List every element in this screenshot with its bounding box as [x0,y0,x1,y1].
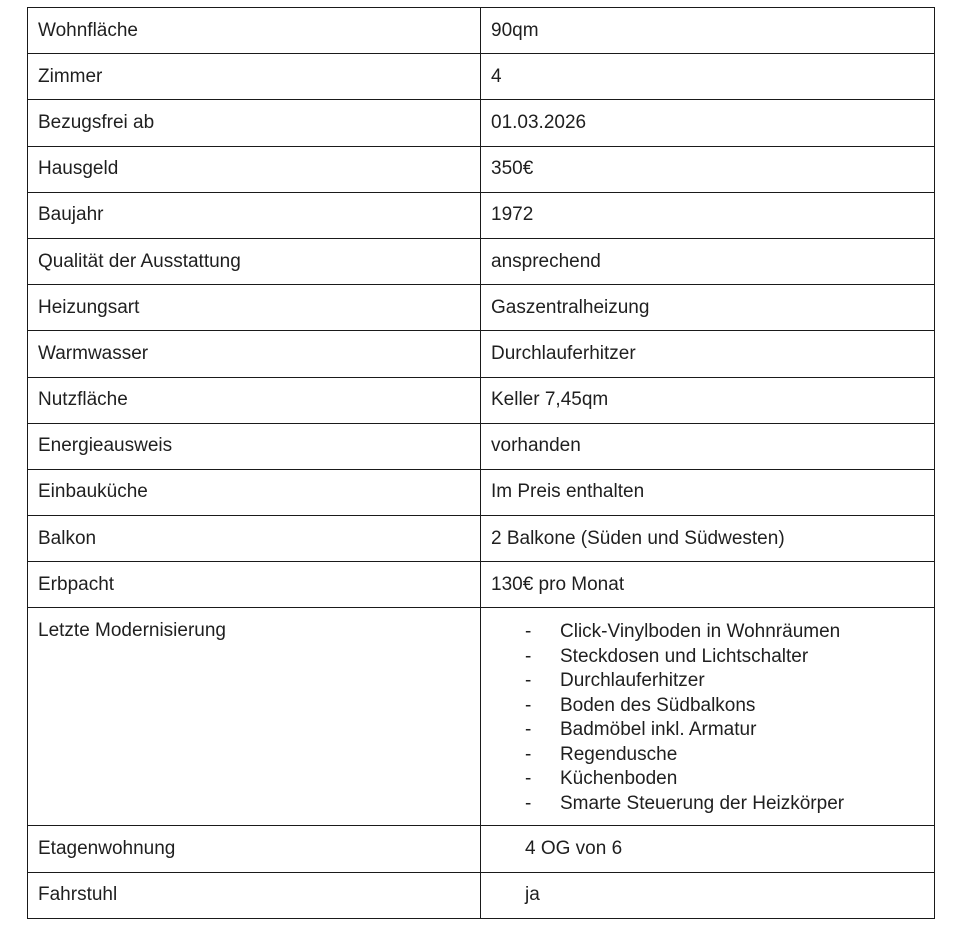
bullet-dash: - [525,719,532,741]
bullet-dash: - [525,645,532,667]
row-value: 350€ [481,146,935,192]
list-item-text: Boden des Südbalkons [560,694,756,716]
table-row [28,377,935,423]
list-item [525,694,924,719]
row-value: 2 Balkone (Süden und Südwesten) [481,516,935,562]
row-label: Heizungsart [28,285,481,331]
list-item-text: Küchenboden [560,768,678,790]
list-item-text: Click-Vinylboden in Wohnräumen [560,621,841,643]
row-label: Fahrstuhl [28,872,481,918]
list-item [525,743,924,768]
row-label: Wohnfläche [28,8,481,54]
row-label: Bezugsfrei ab [28,100,481,146]
row-value: 90qm [481,8,935,54]
row-label: Letzte Modernisierung [28,608,481,826]
row-value: ansprechend [481,238,935,284]
modernization-row [28,608,935,826]
row-label: Energieausweis [28,423,481,469]
list-item-text: Steckdosen und Lichtschalter [560,645,809,667]
bullet-dash: - [525,694,532,716]
bullet-dash: - [525,792,532,814]
row-value: ja [481,872,935,918]
list-item-text: Durchlauferhitzer [560,670,705,692]
bullet-dash: - [525,670,532,692]
list-item [525,620,924,645]
list-item-text: Smarte Steuerung der Heizkörper [560,792,845,814]
table-row [28,54,935,100]
row-value: 01.03.2026 [481,100,935,146]
table-row [28,516,935,562]
row-label: Nutzfläche [28,377,481,423]
table-row [28,100,935,146]
list-item [525,792,924,817]
table-row [28,423,935,469]
row-label: Erbpacht [28,562,481,608]
table-row [28,872,935,918]
row-value: 1972 [481,192,935,238]
table-row [28,469,935,515]
table-row [28,146,935,192]
row-label: Balkon [28,516,481,562]
table-row [28,8,935,54]
row-value: Im Preis enthalten [481,469,935,515]
table-row [28,826,935,872]
row-value: Keller 7,45qm [481,377,935,423]
modernization-list [491,620,924,816]
table-row [28,192,935,238]
row-label: Einbauküche [28,469,481,515]
row-value: Gaszentralheizung [481,285,935,331]
list-item-text: Regendusche [560,743,678,765]
row-label: Zimmer [28,54,481,100]
row-value: vorhanden [481,423,935,469]
bullet-dash: - [525,743,532,765]
row-label: Baujahr [28,192,481,238]
list-item [525,718,924,743]
property-details-table [27,7,935,919]
table-row [28,285,935,331]
bullet-dash: - [525,768,532,790]
bullet-dash: - [525,621,532,643]
row-value: Durchlauferhitzer [481,331,935,377]
modernization-list-cell [481,608,935,826]
row-value: 130€ pro Monat [481,562,935,608]
row-value: 4 [481,54,935,100]
row-label: Qualität der Ausstattung [28,238,481,284]
list-item [525,767,924,792]
row-label: Hausgeld [28,146,481,192]
table-row [28,238,935,284]
row-label: Warmwasser [28,331,481,377]
row-label: Etagenwohnung [28,826,481,872]
list-item [525,669,924,694]
row-value: 4 OG von 6 [481,826,935,872]
list-item [525,645,924,670]
list-item-text: Badmöbel inkl. Armatur [560,719,757,741]
table-row [28,331,935,377]
table-row [28,562,935,608]
